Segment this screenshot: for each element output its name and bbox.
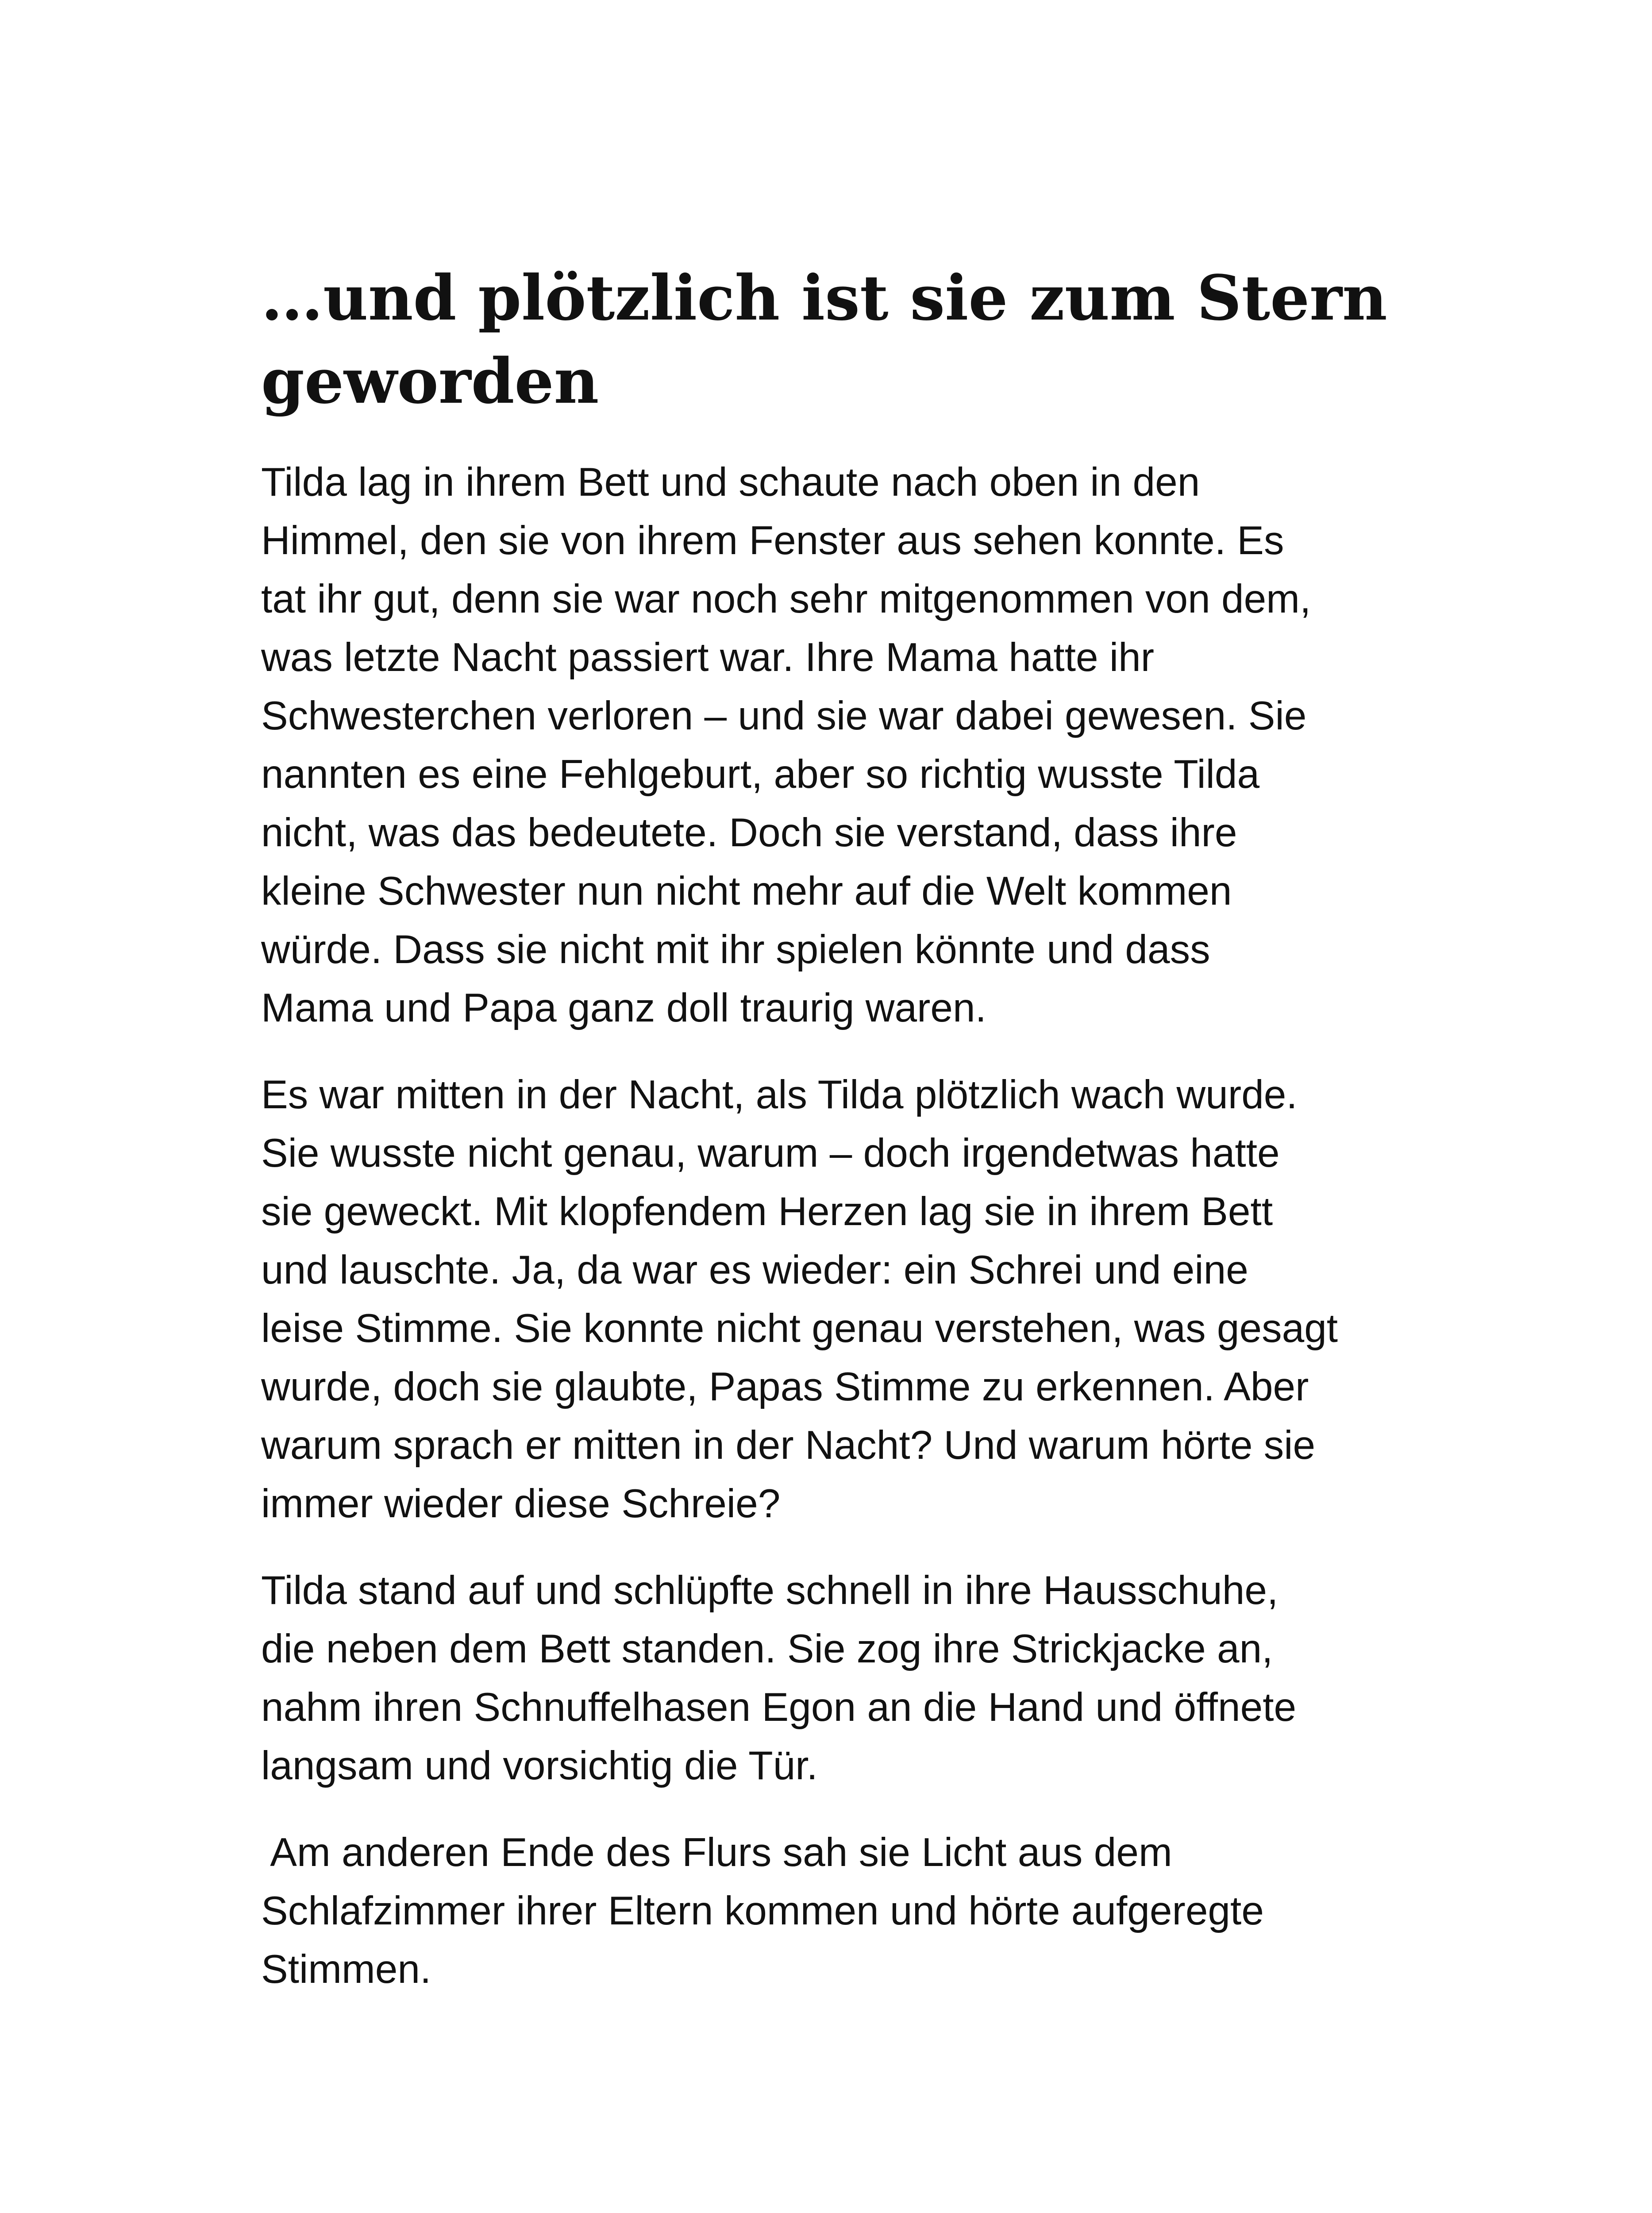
text-line: was letzte Nacht passiert war. Ihre Mama hatte ihr	[261, 635, 1154, 680]
text-line: kleine Schwester nun nicht mehr auf die Welt kommen	[261, 869, 1232, 914]
text-line: Tilda stand auf und schlüpfte schnell in ihre Hausschuhe,	[261, 1568, 1278, 1613]
paragraph-1	[261, 453, 1394, 1037]
document-body	[261, 257, 1394, 2027]
text-line: leise Stimme. Sie konnte nicht genau verstehen, was gesagt	[261, 1306, 1338, 1351]
text-line: nicht, was das bedeutete. Doch sie verstand, dass ihre	[261, 810, 1237, 855]
text-line: Schwesterchen verloren – und sie war dabei gewesen. Sie	[261, 694, 1307, 738]
text-line: sie geweckt. Mit klopfendem Herzen lag sie in ihrem Bett	[261, 1189, 1273, 1234]
text-line: Sie wusste nicht genau, warum – doch irgendetwas hatte	[261, 1131, 1280, 1176]
paragraph-4	[261, 1824, 1394, 1999]
text-line: nannten es eine Fehlgeburt, aber so richtig wusste Tilda	[261, 752, 1260, 797]
text-line: Tilda lag in ihrem Bett und schaute nach oben in den	[261, 460, 1200, 505]
text-line: langsam und vorsichtig die Tür.	[261, 1743, 818, 1788]
text-line: warum sprach er mitten in der Nacht? Und warum hörte sie	[261, 1423, 1316, 1468]
text-line: tat ihr gut, denn sie war noch sehr mitgenommen von dem,	[261, 577, 1311, 621]
text-line: die neben dem Bett standen. Sie zog ihre Strickjacke an,	[261, 1627, 1273, 1671]
text-line: Himmel, den sie von ihrem Fenster aus sehen konnte. Es	[261, 518, 1284, 563]
text-line: Am anderen Ende des Flurs sah sie Licht aus dem	[261, 1830, 1172, 1875]
text-line: würde. Dass sie nicht mit ihr spielen könnte und dass	[261, 927, 1210, 972]
text-line: Es war mitten in der Nacht, als Tilda plötzlich wach wurde.	[261, 1072, 1298, 1117]
text-line: Mama und Papa ganz doll traurig waren.	[261, 986, 986, 1030]
text-line: Schlafzimmer ihrer Eltern kommen und hörte aufgeregte	[261, 1889, 1264, 1933]
title-line: geworden	[261, 345, 599, 418]
paragraph-3	[261, 1561, 1394, 1795]
paragraph-2	[261, 1066, 1394, 1533]
text-line: und lauschte. Ja, da war es wieder: ein Schrei und eine	[261, 1248, 1248, 1292]
text-line: nahm ihren Schnuffelhasen Egon an die Hand und öffnete	[261, 1685, 1297, 1730]
text-line: immer wieder diese Schreie?	[261, 1481, 781, 1526]
text-line: Stimmen.	[261, 1947, 431, 1992]
title-line: …und plötzlich ist sie zum Stern	[261, 262, 1387, 335]
page-title	[261, 257, 1394, 423]
text-line: wurde, doch sie glaubte, Papas Stimme zu erkennen. Aber	[261, 1365, 1309, 1409]
